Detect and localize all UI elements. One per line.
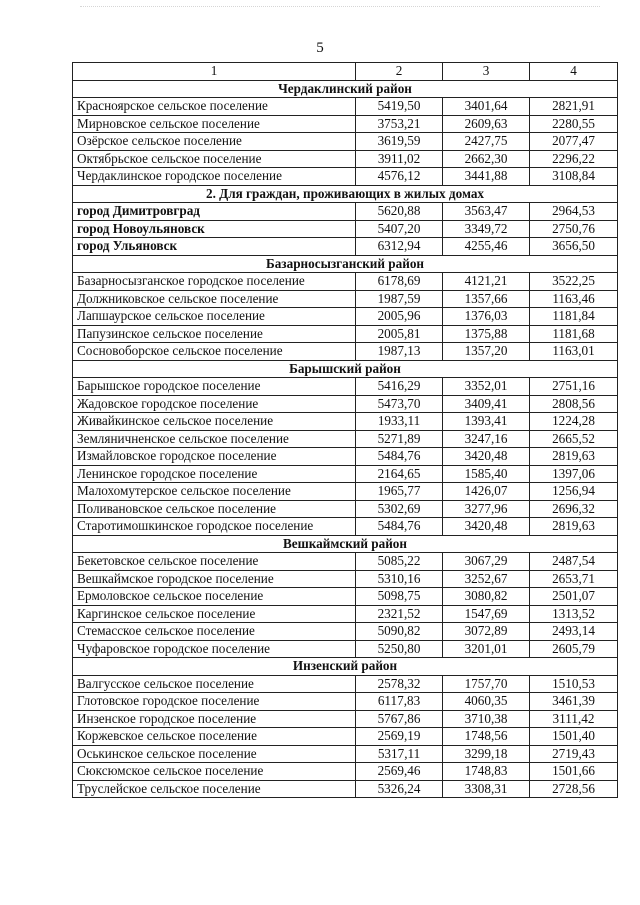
value-col-4: 1397,06 (530, 465, 618, 483)
scan-artifact (80, 6, 600, 11)
settlement-name: Ермоловское сельское поселение (73, 588, 356, 606)
value-col-3: 2662,30 (443, 150, 530, 168)
header-cell: 3 (443, 63, 530, 81)
header-cell: 1 (73, 63, 356, 81)
value-col-3: 1357,20 (443, 343, 530, 361)
table-row (73, 150, 618, 168)
value-col-3: 3308,31 (443, 780, 530, 798)
settlement-name: город Ульяновск (73, 238, 356, 256)
table-row (73, 605, 618, 623)
value-col-4: 1501,40 (530, 728, 618, 746)
section-title: Вешкаймский район (73, 535, 618, 553)
value-col-4: 2696,32 (530, 500, 618, 518)
settlement-name: Валгусское сельское поселение (73, 675, 356, 693)
settlement-name: Сосновоборское сельское поселение (73, 343, 356, 361)
value-col-3: 4121,21 (443, 273, 530, 291)
table-row (73, 780, 618, 798)
value-col-2: 1965,77 (356, 483, 443, 501)
table-row (73, 413, 618, 431)
value-col-3: 1748,56 (443, 728, 530, 746)
value-col-2: 5317,11 (356, 745, 443, 763)
value-col-3: 1375,88 (443, 325, 530, 343)
value-col-2: 5407,20 (356, 220, 443, 238)
value-col-2: 5473,70 (356, 395, 443, 413)
value-col-3: 4255,46 (443, 238, 530, 256)
table-row (73, 378, 618, 396)
value-col-3: 3441,88 (443, 168, 530, 186)
value-col-3: 3563,47 (443, 203, 530, 221)
value-col-2: 6117,83 (356, 693, 443, 711)
settlement-name: город Новоульяновск (73, 220, 356, 238)
settlement-name: Глотовское городское поселение (73, 693, 356, 711)
value-col-3: 3299,18 (443, 745, 530, 763)
settlement-name: Коржевское сельское поселение (73, 728, 356, 746)
value-col-3: 3080,82 (443, 588, 530, 606)
value-col-3: 2427,75 (443, 133, 530, 151)
table-row (73, 308, 618, 326)
settlement-name: Малохомутерское сельское поселение (73, 483, 356, 501)
header-cell: 2 (356, 63, 443, 81)
value-col-4: 2493,14 (530, 623, 618, 641)
value-col-4: 2750,76 (530, 220, 618, 238)
table-row (73, 290, 618, 308)
value-col-4: 2487,54 (530, 553, 618, 571)
section-row (73, 535, 618, 553)
value-col-4: 2719,43 (530, 745, 618, 763)
value-col-3: 3409,41 (443, 395, 530, 413)
value-col-2: 3619,59 (356, 133, 443, 151)
header-cell: 4 (530, 63, 618, 81)
value-col-3: 1757,70 (443, 675, 530, 693)
table-row (73, 168, 618, 186)
value-col-2: 6178,69 (356, 273, 443, 291)
settlement-name: Живайкинское сельское поселение (73, 413, 356, 431)
value-col-4: 1163,01 (530, 343, 618, 361)
settlement-name: Ленинское городское поселение (73, 465, 356, 483)
settlement-name: Мирновское сельское поселение (73, 115, 356, 133)
value-col-4: 2296,22 (530, 150, 618, 168)
settlement-name: Красноярское сельское поселение (73, 98, 356, 116)
value-col-3: 3352,01 (443, 378, 530, 396)
table-row (73, 693, 618, 711)
value-col-2: 5302,69 (356, 500, 443, 518)
settlement-name: Барышское городское поселение (73, 378, 356, 396)
table-row (73, 98, 618, 116)
table-row (73, 588, 618, 606)
value-col-4: 2280,55 (530, 115, 618, 133)
value-col-2: 2578,32 (356, 675, 443, 693)
section-title: Барышский район (73, 360, 618, 378)
settlement-name: Вешкаймское городское поселение (73, 570, 356, 588)
value-col-2: 1933,11 (356, 413, 443, 431)
value-col-4: 3656,50 (530, 238, 618, 256)
value-col-2: 2569,19 (356, 728, 443, 746)
value-col-2: 5250,80 (356, 640, 443, 658)
value-col-2: 2321,52 (356, 605, 443, 623)
value-col-3: 3277,96 (443, 500, 530, 518)
settlement-name: Старотимошкинское городское поселение (73, 518, 356, 536)
value-col-4: 2819,63 (530, 448, 618, 466)
value-col-3: 3349,72 (443, 220, 530, 238)
table-row (73, 430, 618, 448)
value-col-2: 3753,21 (356, 115, 443, 133)
value-col-2: 3911,02 (356, 150, 443, 168)
table-row (73, 710, 618, 728)
value-col-3: 3252,67 (443, 570, 530, 588)
value-col-4: 1510,53 (530, 675, 618, 693)
table-row (73, 553, 618, 571)
value-col-3: 1376,03 (443, 308, 530, 326)
settlement-name: Поливановское сельское поселение (73, 500, 356, 518)
value-col-3: 1426,07 (443, 483, 530, 501)
value-col-2: 5767,86 (356, 710, 443, 728)
value-col-3: 1585,40 (443, 465, 530, 483)
value-col-2: 2164,65 (356, 465, 443, 483)
value-col-4: 2665,52 (530, 430, 618, 448)
table-row (73, 395, 618, 413)
settlement-name: Базарносызганское городское поселение (73, 273, 356, 291)
settlement-name: Жадовское городское поселение (73, 395, 356, 413)
table-row (73, 203, 618, 221)
section-row (73, 360, 618, 378)
value-col-2: 5620,88 (356, 203, 443, 221)
value-col-2: 4576,12 (356, 168, 443, 186)
value-col-3: 4060,35 (443, 693, 530, 711)
value-col-4: 2605,79 (530, 640, 618, 658)
value-col-3: 3072,89 (443, 623, 530, 641)
value-col-4: 2728,56 (530, 780, 618, 798)
value-col-3: 3201,01 (443, 640, 530, 658)
table-row (73, 728, 618, 746)
table-body (73, 63, 618, 798)
value-col-2: 5484,76 (356, 518, 443, 536)
value-col-3: 3067,29 (443, 553, 530, 571)
value-col-4: 3111,42 (530, 710, 618, 728)
section-row (73, 255, 618, 273)
value-col-2: 5326,24 (356, 780, 443, 798)
value-col-3: 1393,41 (443, 413, 530, 431)
settlement-name: Стемасское сельское поселение (73, 623, 356, 641)
value-col-3: 3247,16 (443, 430, 530, 448)
value-col-2: 1987,13 (356, 343, 443, 361)
settlement-name: Лапшаурское сельское поселение (73, 308, 356, 326)
table-row (73, 133, 618, 151)
value-col-2: 5085,22 (356, 553, 443, 571)
table-row (73, 325, 618, 343)
value-col-4: 3522,25 (530, 273, 618, 291)
value-col-2: 5310,16 (356, 570, 443, 588)
value-col-4: 1501,66 (530, 763, 618, 781)
value-col-2: 5271,89 (356, 430, 443, 448)
settlement-name: Чуфаровское городское поселение (73, 640, 356, 658)
table-row (73, 273, 618, 291)
table-row (73, 518, 618, 536)
table-row (73, 115, 618, 133)
value-col-2: 2569,46 (356, 763, 443, 781)
value-col-3: 3401,64 (443, 98, 530, 116)
table-row (73, 623, 618, 641)
value-col-4: 2751,16 (530, 378, 618, 396)
value-col-4: 1224,28 (530, 413, 618, 431)
settlement-name: Оськинское сельское поселение (73, 745, 356, 763)
value-col-2: 5484,76 (356, 448, 443, 466)
value-col-2: 5416,29 (356, 378, 443, 396)
table-row (73, 570, 618, 588)
value-col-2: 5098,75 (356, 588, 443, 606)
value-col-3: 3420,48 (443, 448, 530, 466)
table-row (73, 483, 618, 501)
section-row (73, 185, 618, 203)
value-col-4: 1163,46 (530, 290, 618, 308)
settlement-name: Озёрское сельское поселение (73, 133, 356, 151)
value-col-4: 2819,63 (530, 518, 618, 536)
table-row (73, 500, 618, 518)
value-col-4: 1313,52 (530, 605, 618, 623)
settlement-name: Инзенское городское поселение (73, 710, 356, 728)
settlement-name: Сюксюмское сельское поселение (73, 763, 356, 781)
settlement-name: Труслейское сельское поселение (73, 780, 356, 798)
settlement-name: Бекетовское сельское поселение (73, 553, 356, 571)
value-col-3: 1748,83 (443, 763, 530, 781)
value-col-3: 3710,38 (443, 710, 530, 728)
value-col-4: 2653,71 (530, 570, 618, 588)
table-row (73, 238, 618, 256)
value-col-4: 2077,47 (530, 133, 618, 151)
tariff-table (72, 62, 618, 798)
section-row (73, 658, 618, 676)
value-col-2: 5419,50 (356, 98, 443, 116)
table-row (73, 763, 618, 781)
value-col-4: 2808,56 (530, 395, 618, 413)
page-number: 5 (316, 40, 324, 56)
value-col-2: 2005,81 (356, 325, 443, 343)
value-col-4: 3461,39 (530, 693, 618, 711)
table-row (73, 465, 618, 483)
section-title: Чердаклинский район (73, 80, 618, 98)
value-col-3: 2609,63 (443, 115, 530, 133)
value-col-3: 3420,48 (443, 518, 530, 536)
value-col-4: 1181,84 (530, 308, 618, 326)
value-col-4: 1256,94 (530, 483, 618, 501)
section-title: 2. Для граждан, проживающих в жилых домах (73, 185, 618, 203)
settlement-name: Земляничненское сельское поселение (73, 430, 356, 448)
value-col-2: 6312,94 (356, 238, 443, 256)
value-col-2: 1987,59 (356, 290, 443, 308)
value-col-2: 2005,96 (356, 308, 443, 326)
section-row (73, 80, 618, 98)
settlement-name: Измайловское городское поселение (73, 448, 356, 466)
settlement-name: Должниковское сельское поселение (73, 290, 356, 308)
value-col-2: 5090,82 (356, 623, 443, 641)
value-col-3: 1547,69 (443, 605, 530, 623)
settlement-name: Папузинское сельское поселение (73, 325, 356, 343)
settlement-name: город Димитровград (73, 203, 356, 221)
value-col-4: 1181,68 (530, 325, 618, 343)
section-title: Инзенский район (73, 658, 618, 676)
settlement-name: Чердаклинское городское поселение (73, 168, 356, 186)
value-col-4: 3108,84 (530, 168, 618, 186)
table-row (73, 675, 618, 693)
table-row (73, 343, 618, 361)
table-row (73, 640, 618, 658)
value-col-4: 2821,91 (530, 98, 618, 116)
value-col-4: 2501,07 (530, 588, 618, 606)
table-row (73, 220, 618, 238)
section-title: Базарносызганский район (73, 255, 618, 273)
settlement-name: Октябрьское сельское поселение (73, 150, 356, 168)
value-col-4: 2964,53 (530, 203, 618, 221)
settlement-name: Каргинское сельское поселение (73, 605, 356, 623)
value-col-3: 1357,66 (443, 290, 530, 308)
header-row (73, 63, 618, 81)
table-row (73, 745, 618, 763)
table-row (73, 448, 618, 466)
